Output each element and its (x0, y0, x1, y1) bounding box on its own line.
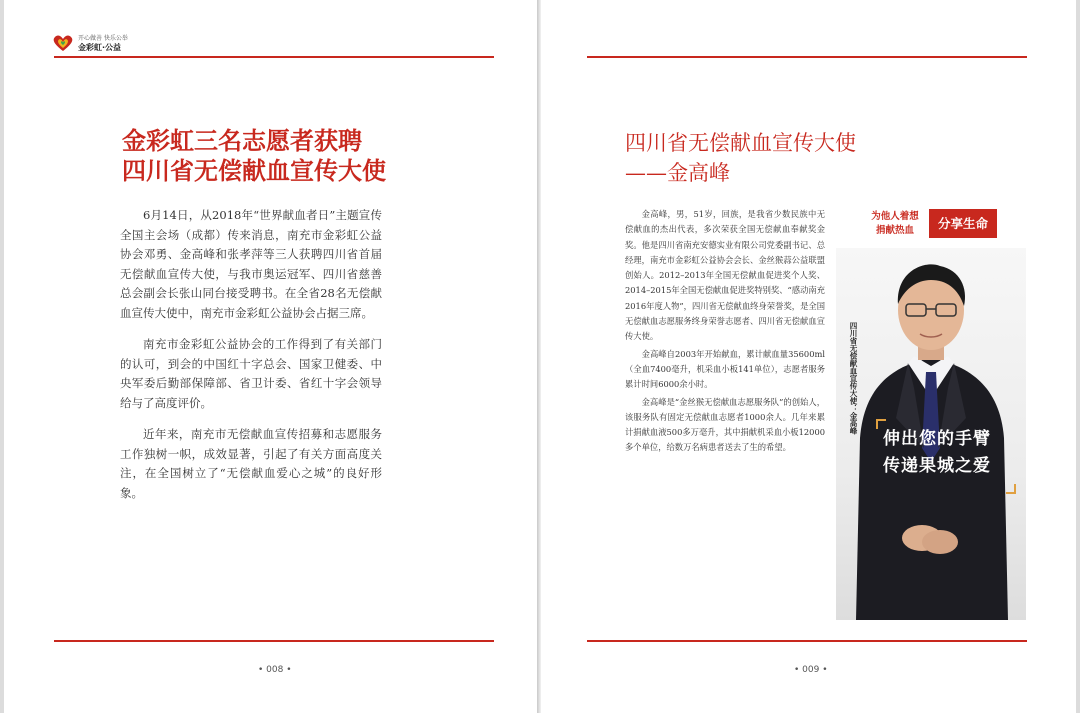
logo-tagline: 开心做善 快乐公举 (78, 35, 128, 42)
right-top-rule (587, 56, 1027, 58)
logo-name: 金彩虹·公益 (78, 43, 122, 52)
slogan-line-2: 传递果城之爱 (883, 456, 991, 476)
right-bottom-rule (587, 640, 1027, 642)
right-article-title (625, 128, 856, 188)
logo-text (78, 34, 128, 52)
right-title: 四川省无偿献血宣传大使 (625, 131, 856, 155)
paragraph: 6月14日，从2018年“世界献血者日”主题宣传全国主会场（成都）传来消息，南充市金彩虹公益协会邓勇、金高峰和张孝萍等三人获聘四川省首届无偿献血宣传大使，与我市奥运冠军、四川省慈善总会副会长张山同台接受聘书。在全省28名无偿献血宣传大使中，南充市金彩虹公益协会占据三席。 (120, 208, 382, 320)
paragraph: 近年来，南充市无偿献血宣传招募和志愿服务工作独树一帜，成效显著，引起了有关方面高度关注，在全国树立了“无偿献血爱心之城”的良好形象。 (120, 427, 382, 500)
tagline-line-2: 捐献热血 (875, 225, 914, 236)
tagline-line-1: 为他人着想 (871, 211, 919, 222)
slogan-line-1: 伸出您的手臂 (883, 429, 991, 449)
page-number-left: • 008 • (258, 665, 292, 675)
paragraph: 金高峰自2003年开始献血，累计献血量35600ml（全血7400毫升，机采血小板141单位），志愿者服务累计时间6000余小时。 (625, 348, 825, 390)
right-subtitle: ——金高峰 (625, 161, 730, 185)
title-line-2: 四川省无偿献血宣传大使 (122, 156, 386, 185)
share-life-badge: 分享生命 (929, 209, 997, 238)
tagline-block (865, 210, 925, 238)
title-line-1: 金彩虹三名志愿者获聘 (122, 126, 362, 155)
left-article-title (122, 126, 422, 186)
right-article-body (625, 207, 825, 458)
paragraph: 金高峰，男，51岁，回族，是我省少数民族中无偿献血的杰出代表，多次荣获全国无偿献血奉献奖金奖。他是四川省南充安德实业有限公司党委副书记、总经理，南充市金彩虹公益协会会长、金丝猴蒜公益联盟创始人。2012–2013年全国无偿献血促进奖个人奖、2014–2015年全国无偿献血促进奖特别奖、“感动南充2016年度人物”，四川省无偿献血终身荣誉奖，是全国无偿献血志愿服务终身荣誉志愿者、四川省无偿献血宣传大使。 (625, 209, 825, 342)
paragraph: 南充市金彩虹公益协会的工作得到了有关部门的认可，到会的中国红十字总会、国家卫健委、中央军委后勤部保障部、省卫计委、省红十字会领导给与了高度评价。 (120, 337, 382, 410)
left-bottom-rule (54, 640, 494, 642)
page-number-right: • 009 • (794, 665, 828, 675)
heart-logo-icon (52, 34, 74, 52)
photo-caption-vertical: 四川省无偿献血宣传大使：金高峰 (849, 322, 858, 435)
bracket-bottom-right (1006, 484, 1016, 494)
brand-logo (52, 34, 128, 52)
slogan (883, 426, 991, 480)
paragraph: 金高峰是“金丝猴无偿献血志愿服务队”的创始人，该服务队有固定无偿献血志愿者1000余人。几年来累计捐献血液500多万毫升，其中捐献机采血小板12000多个单位，给数万名病患者送去了生的希望。 (625, 396, 825, 453)
left-article-body (120, 206, 382, 515)
left-top-rule (54, 56, 494, 58)
